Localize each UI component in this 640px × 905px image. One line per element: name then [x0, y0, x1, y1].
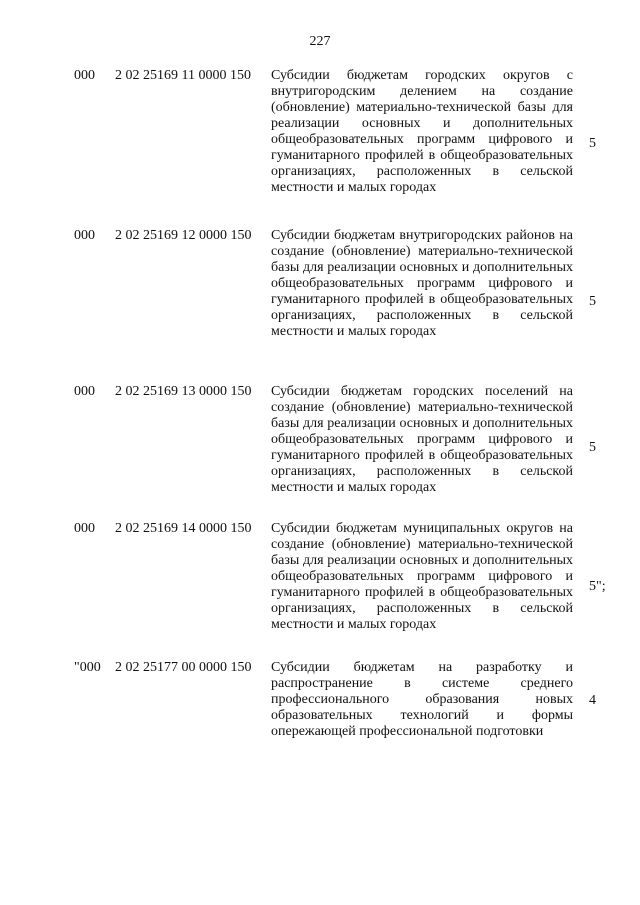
admin-code: 000 [74, 521, 95, 536]
row-value: 5 [589, 136, 596, 151]
admin-code: 000 [74, 228, 95, 243]
row-value: 4 [589, 693, 596, 708]
row-value: 5"; [589, 579, 606, 594]
row-value: 5 [589, 294, 596, 309]
budget-classification-code: 2 02 25169 14 0000 150 [115, 521, 252, 536]
row-description: Субсидии бюджетам на разработку и распространение в системе среднего профессионального образования новых образовательных технологий и формы опережающей профессиональной подготовки [271, 660, 573, 739]
admin-code: 000 [74, 384, 95, 399]
budget-classification-code: 2 02 25177 00 0000 150 [115, 660, 252, 675]
page-number: 227 [309, 34, 331, 49]
admin-code: 000 [74, 68, 95, 83]
row-description: Субсидии бюджетам внутригородских районов на создание (обновление) материально-технической базы для реализации основных и дополнительных общеобразовательных программ цифрового и гуманитарного профилей в общеобразовательных организациях, расположенных в сельской местности и малых городах [271, 228, 573, 339]
row-value: 5 [589, 440, 596, 455]
row-description: Субсидии бюджетам муниципальных округов на создание (обновление) материально-технической базы для реализации основных и дополнительных общеобразовательных программ цифрового и гуманитарного профилей в общеобразовательных организациях, расположенных в сельской местности и малых городах [271, 521, 573, 632]
row-description: Субсидии бюджетам городских округов с внутригородским делением на создание (обновление) материально-технической базы для реализации основных и дополнительных общеобразовательных программ цифрового и гуманитарного профилей в общеобразовательных организациях, расположенных в сельской местности и малых городах [271, 68, 573, 195]
budget-classification-code: 2 02 25169 12 0000 150 [115, 228, 252, 243]
budget-classification-code: 2 02 25169 11 0000 150 [115, 68, 251, 83]
admin-code: "000 [74, 660, 101, 675]
budget-classification-code: 2 02 25169 13 0000 150 [115, 384, 252, 399]
row-description: Субсидии бюджетам городских поселений на создание (обновление) материально-технической базы для реализации основных и дополнительных общеобразовательных программ цифрового и гуманитарного профилей в общеобразовательных организациях, расположенных в сельской местности и малых городах [271, 384, 573, 495]
